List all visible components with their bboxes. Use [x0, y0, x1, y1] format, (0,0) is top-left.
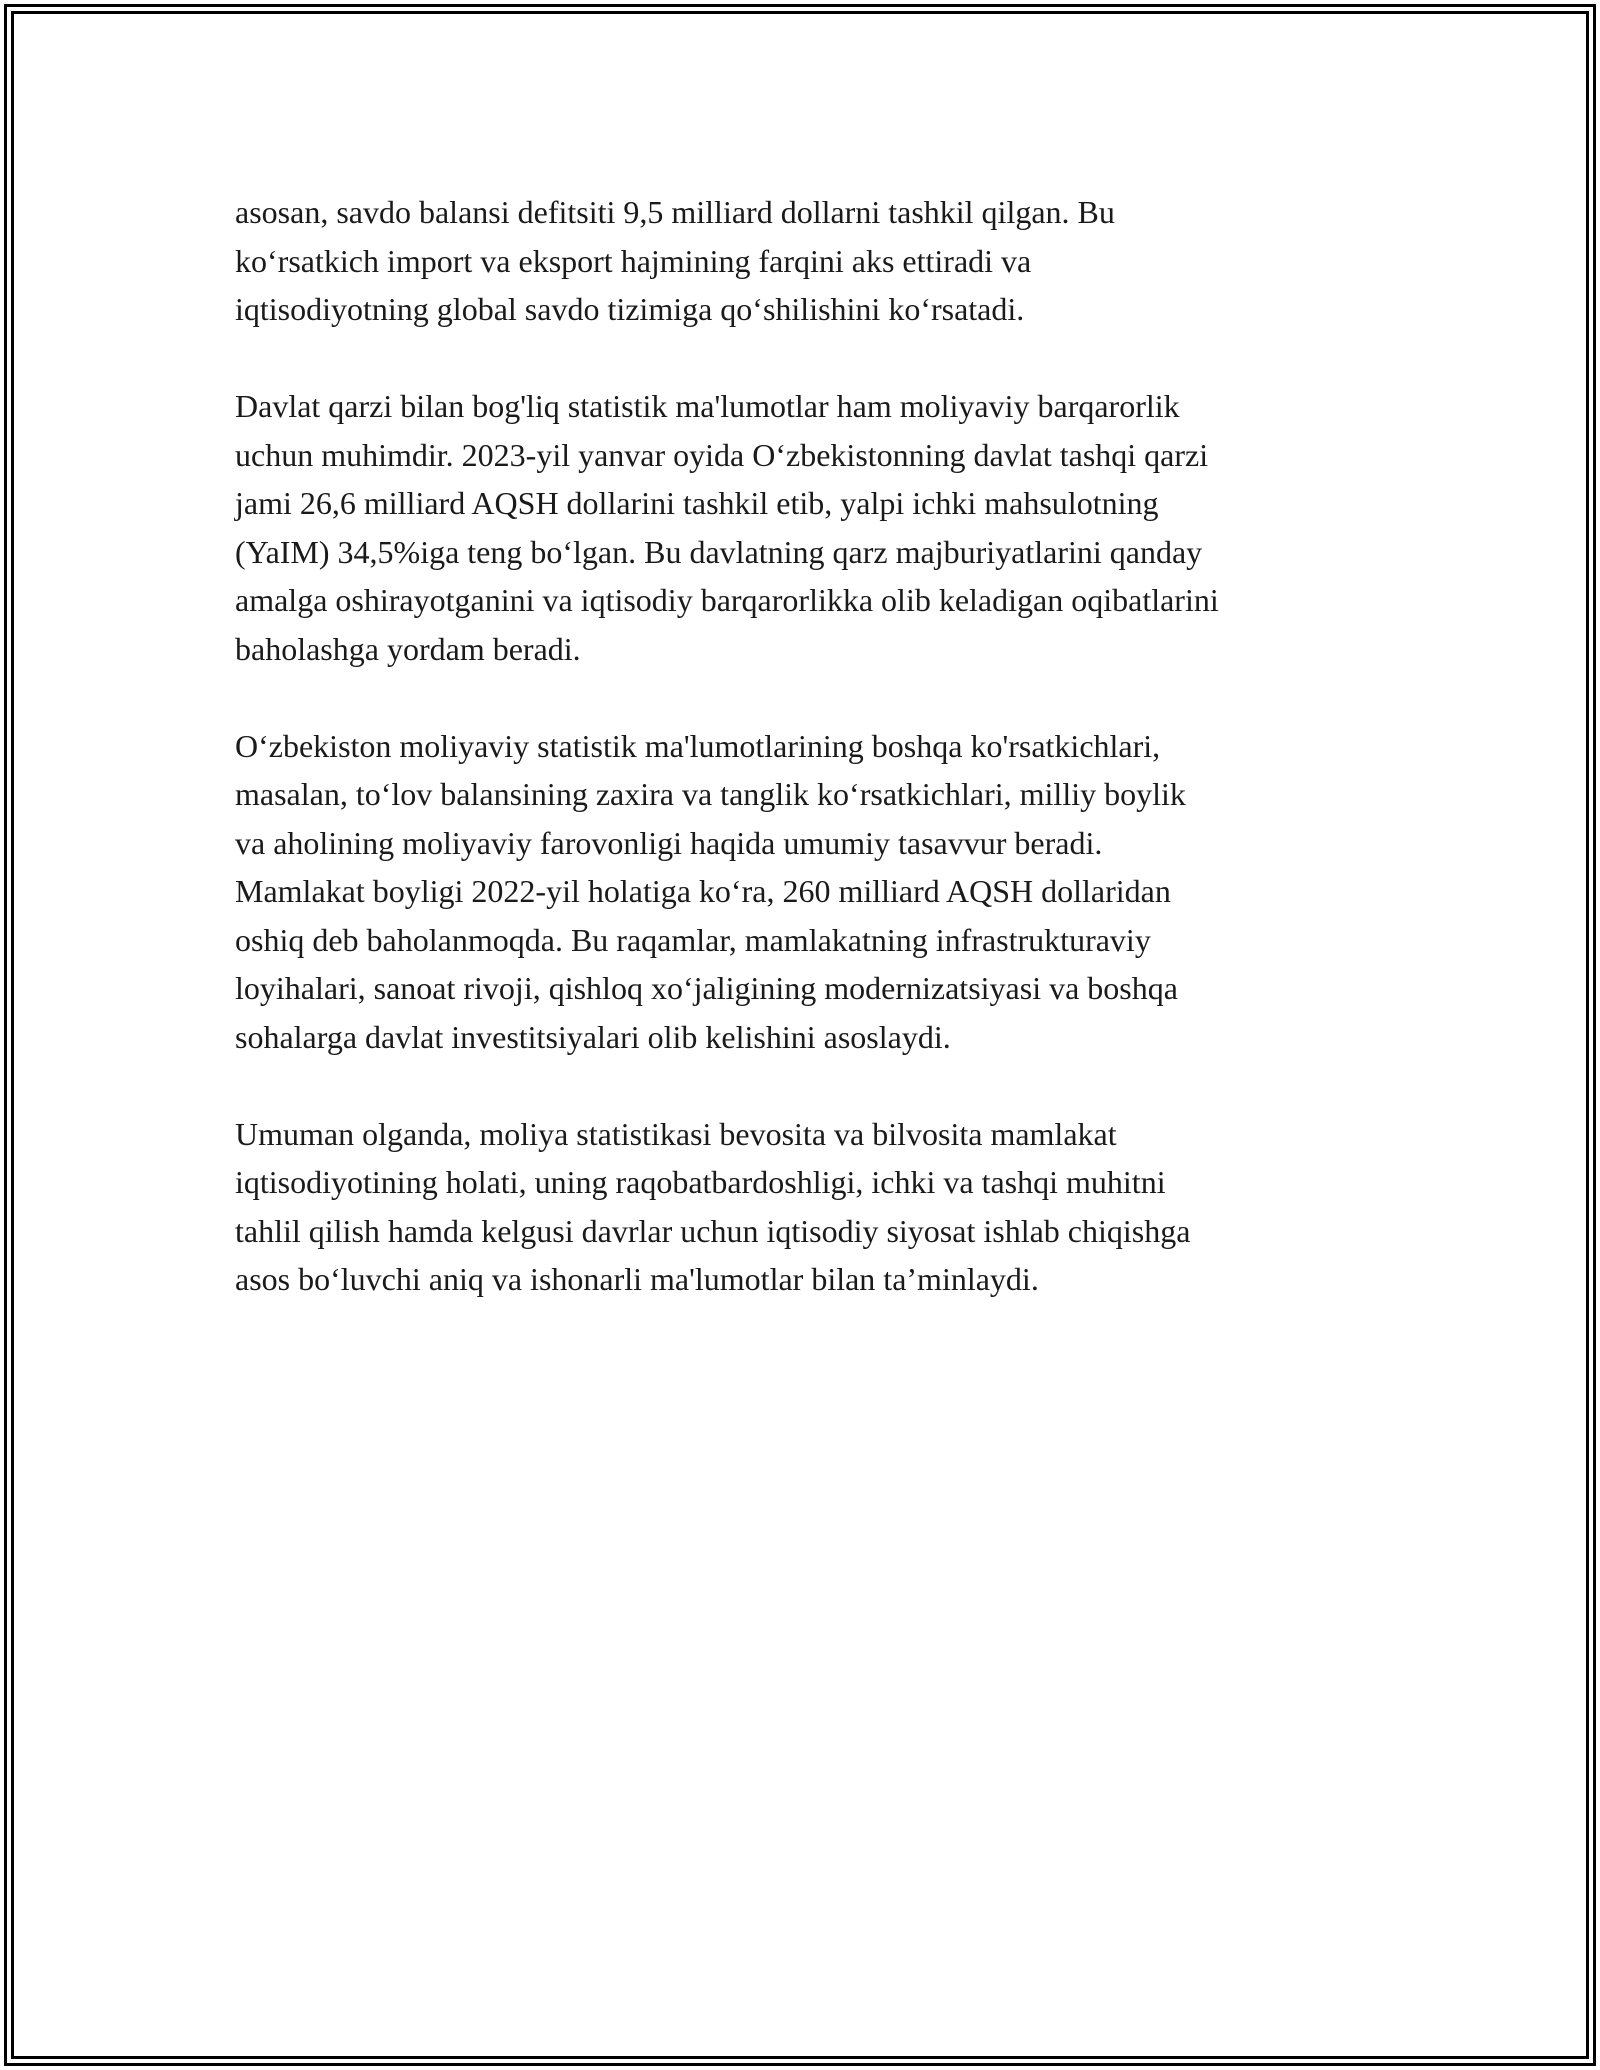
document-body [235, 188, 1375, 1352]
text-line: sohalarga davlat investitsiyalari olib kelishini asoslaydi. [235, 1018, 951, 1055]
text-line: loyihalari, sanoat rivoji, qishloq xo‘jaligining modernizatsiyasi va boshqa [235, 970, 1178, 1006]
text-line: tahlil qilish hamda kelgusi davrlar uchun iqtisodiy siyosat ishlab chiqishga [235, 1212, 1191, 1249]
text-line: amalga oshirayotganini va iqtisodiy barqarorlikka olib keladigan oqibatlarini [235, 582, 1219, 618]
text-line: (YaIM) 34,5%iga teng bo‘lgan. Bu davlatning qarz majburiyatlarini qanday [235, 533, 1203, 570]
text-line: jami 26,6 milliard AQSH dollarini tashkil etib, yalpi ichki mahsulotning [235, 485, 1159, 521]
text-line: uchun muhimdir. 2023-yil yanvar oyida O‘zbekistonning davlat tashqi qarzi [235, 436, 1209, 473]
text-line: Umuman olganda, moliya statistikasi bevosita va bilvosita mamlakat [235, 1115, 1117, 1152]
text-line: va aholining moliyaviy farovonligi haqida umumiy tasavvur beradi. [235, 824, 1103, 861]
text-line: Davlat qarzi bilan bog'liq statistik ma'lumotlar ham moliyaviy barqarorlik [235, 388, 1180, 424]
text-line: iqtisodiyotining holati, uning raqobatbardoshligi, ichki va tashqi muhitni [235, 1164, 1166, 1200]
text-line: baholashga yordam beradi. [235, 630, 581, 667]
text-line: iqtisodiyotning global savdo tizimiga qo‘shilishini ko‘rsatadi. [235, 291, 1025, 327]
text-line: asos bo‘luvchi aniq va ishonarli ma'lumotlar bilan ta’minlaydi. [235, 1261, 1039, 1297]
text-line: masalan, to‘lov balansining zaxira va tanglik ko‘rsatkichlari, milliy boylik [235, 776, 1186, 812]
paragraph-national-wealth [235, 722, 1375, 1062]
text-line: asosan, savdo balansi defitsiti 9,5 milliard dollarni tashkil qilgan. Bu [235, 194, 1115, 230]
text-line: Mamlakat boyligi 2022-yil holatiga ko‘ra, 260 milliard AQSH dollaridan [235, 873, 1171, 909]
text-line: ko‘rsatkich import va eksport hajmining farqini aks ettiradi va [235, 242, 1032, 279]
paragraph-state-debt [235, 382, 1375, 673]
text-line: O‘zbekiston moliyaviy statistik ma'lumotlarining boshqa ko'rsatkichlari, [235, 727, 1161, 764]
text-line: oshiq deb baholanmoqda. Bu raqamlar, mamlakatning infrastrukturaviy [235, 921, 1151, 958]
paragraph-conclusion [235, 1110, 1375, 1304]
paragraph-trade-balance [235, 188, 1375, 334]
